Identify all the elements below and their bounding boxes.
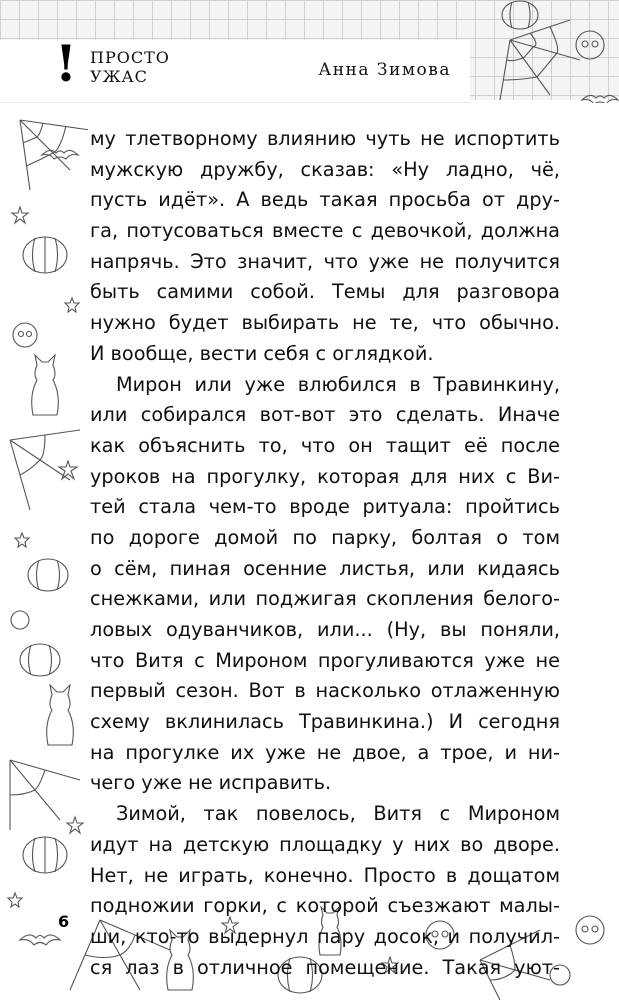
text-line: первый сезон. Вот в насколько отлаженную (90, 679, 560, 703)
bat-icon (20, 935, 60, 945)
text-line: подножии горки, с которой съезжают малы- (90, 894, 560, 918)
star-icon (65, 298, 79, 312)
text-line: га, потусоваться вместе с девочкой, должна (90, 219, 560, 243)
spiderweb-icon (10, 760, 80, 830)
text-line: Зимой, так повелось, Витя с Мироном (116, 802, 560, 826)
page-number: 6 (58, 912, 70, 931)
text-line: ся лаз в отличное помещение. Такая уют- (90, 955, 560, 979)
text-line: напрячь. Это значит, что уже не получится (90, 249, 560, 273)
text-line: чего уже не исправить. (90, 771, 332, 795)
text-line: на прогулке их уже не двое, а трое, и ни- (90, 740, 560, 764)
skull-icon (576, 31, 604, 59)
text-line: что Витя с Мироном прогуливаются уже не (90, 648, 560, 672)
text-line: му тлетворному влиянию чуть не испортить (90, 127, 560, 150)
text-line: идут на детскую площадку у них во дворе. (90, 832, 560, 856)
circle-icon (11, 611, 29, 629)
text-line: о сём, пиная осенние листья, или кидаясь (90, 556, 560, 580)
text-line: как объяснить то, что он тащит её после (90, 433, 560, 457)
skull-icon (13, 323, 37, 347)
text-line: уроков на прогулку, которая для них с Ви- (90, 464, 560, 488)
star-icon (12, 207, 28, 223)
text-line: мужскую дружбу, сказав: «Ну ладно, чё, (90, 157, 560, 181)
text-line: пусть идёт». А ведь такая просьба от дру- (90, 188, 560, 212)
star-icon (67, 817, 83, 833)
pumpkin-icon (28, 559, 68, 591)
series-title-line-2: УЖАС (90, 67, 148, 86)
body-text (90, 124, 560, 983)
text-line: ловых одуванчиков, или... (Ну, вы поняли, (90, 618, 560, 641)
star-icon (59, 461, 77, 479)
pumpkin-icon (502, 1, 538, 29)
text-line: или собирался вот-вот это сделать. Иначе (90, 403, 560, 427)
pumpkin-icon (20, 644, 60, 676)
skull-icon (576, 916, 604, 944)
spiderweb-icon (20, 120, 90, 190)
text-line: Мирон или уже влюбился в Травинкину, (116, 372, 560, 396)
text-line: по дороге домой по парку, болтая о том (90, 525, 560, 549)
series-title-line-1: ПРОСТО (90, 48, 170, 67)
author-name: Анна Зимова (318, 60, 451, 80)
spiderweb-icon (10, 430, 80, 510)
text-line: ши, кто-то выдернул пару досок, и получил- (90, 924, 560, 948)
spiderweb-icon (500, 20, 580, 100)
cat-icon (32, 355, 59, 415)
pumpkin-icon (23, 837, 67, 873)
star-icon (15, 533, 29, 547)
series-exclamation-mark: ! (55, 34, 77, 93)
text-line: снежками, или поджигая скопления белого- (90, 587, 560, 611)
text-line: И вообще, вести себя с оглядкой. (90, 341, 434, 365)
series-title (90, 48, 170, 86)
text-line: Нет, не играть, конечно. Просто в дощатом (90, 863, 560, 887)
pumpkin-icon (23, 237, 67, 273)
text-line: быть самими собой. Темы для разговора (90, 280, 560, 304)
star-icon (8, 893, 22, 907)
bat-icon (42, 150, 78, 159)
cat-icon (47, 685, 74, 745)
text-line: тей стала чем-то вроде ритуала: пройтись (90, 495, 560, 519)
text-line: схему вклинилась Травинкина.) И сегодня (90, 710, 560, 734)
text-line: нужно будет выбирать не те, что обычно. (90, 311, 560, 335)
